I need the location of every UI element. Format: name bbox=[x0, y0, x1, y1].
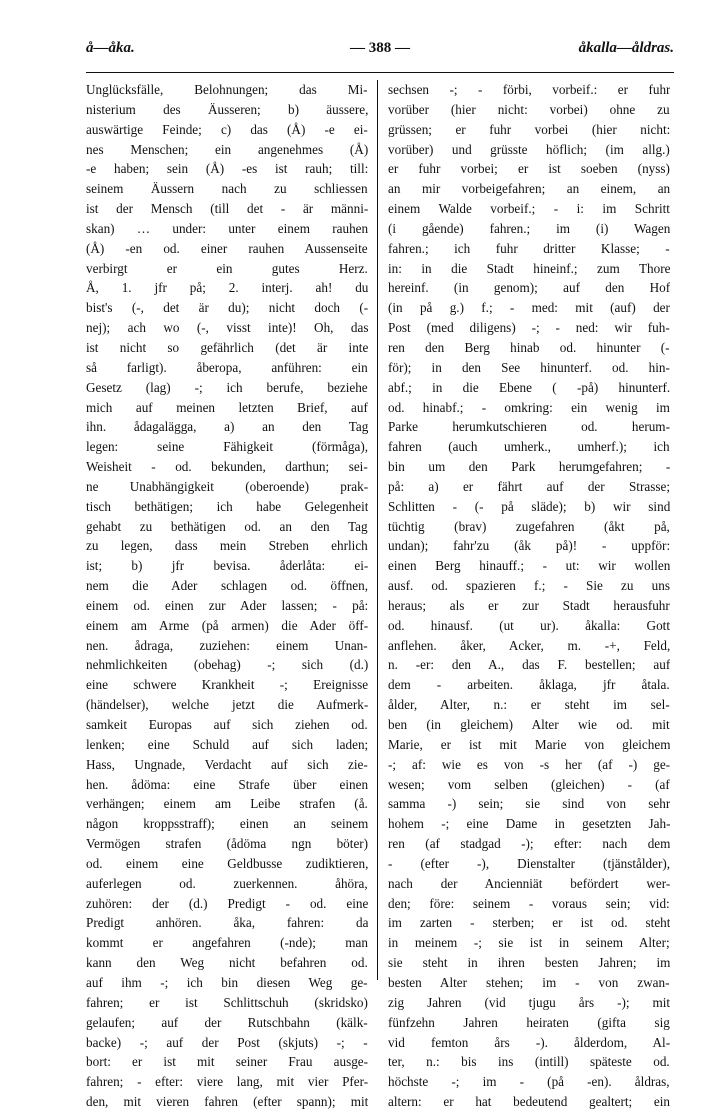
text-line: nes Menschen; ein angenehmes (Å) bbox=[86, 141, 368, 157]
text-line: sechsen -; - förbi, vorbeif.: er fuhr bbox=[388, 82, 670, 97]
text-line: tisch bethätigen; ich habe Gelegenheit bbox=[86, 498, 368, 514]
text-line: Post (med diligens) -; - ned: wir fuh- bbox=[388, 320, 670, 336]
text-line: Unglücksfälle, Belohnungen; das Mi- bbox=[86, 82, 368, 97]
text-line: seinem Äussern nach zu schliessen bbox=[86, 181, 368, 197]
text-line: samkeit Europas auf sich ziehen od. bbox=[86, 717, 368, 732]
text-line: fahren.; ich fuhr dritter Klasse; - bbox=[388, 240, 670, 256]
text-line: (in på g.) f.; - med: mit (auf) der bbox=[388, 300, 670, 316]
text-line: vorüber (hier nicht: vorbei) ohne zu bbox=[388, 101, 670, 117]
text-line: vorüber) und grüsste höflich; (im allg.) bbox=[388, 141, 670, 157]
header-right-guideword: åkalla—åldras. bbox=[578, 40, 674, 56]
text-line: Weisheit - od. bekunden, darthun; sei- bbox=[86, 459, 368, 475]
text-line: kann den Weg nicht befahren od. bbox=[86, 955, 368, 971]
text-line: zig Jahren (vid tjugu års -); mit bbox=[388, 994, 670, 1010]
text-line: lenken; eine Schuld auf sich laden; bbox=[86, 736, 368, 752]
text-line: -e haben; sein (Å) -es ist rauh; till: bbox=[86, 161, 368, 177]
text-line: altern: er hat bedeutend gealtert; ein bbox=[388, 1094, 670, 1110]
text-line: bort: er ist mit seiner Frau ausge- bbox=[86, 1054, 368, 1070]
text-line: besten Alter stehen; im - von zwan- bbox=[388, 974, 670, 990]
text-line: Parke herumkutschieren od. herum- bbox=[388, 419, 670, 435]
text-line: einem Walde vorbeif.; - i: im Schritt bbox=[388, 201, 670, 217]
text-line: an mir vorbeigefahren; an einem, an bbox=[388, 181, 670, 197]
text-line: (händelser), welche jetzt die Aufmerk- bbox=[86, 697, 368, 713]
text-line: im zarten - sterben; er ist od. steht bbox=[388, 915, 670, 931]
left-column bbox=[86, 80, 368, 1112]
text-line: den; före: seinem - voraus sein; vid: bbox=[388, 895, 670, 911]
column-divider bbox=[377, 80, 378, 980]
text-line: legen: seine Fähigkeit (förmåga), bbox=[86, 439, 368, 455]
text-line: Schlitten - (- på släde); b) wir sind bbox=[388, 498, 670, 514]
text-line: verbirgt er ein gutes Herz. bbox=[86, 260, 368, 276]
text-line: nisterium des Äusseren; b) äussere, bbox=[86, 101, 368, 117]
text-line: nen. ådraga, zuziehen: einem Unan- bbox=[86, 637, 368, 653]
text-line: hereinf. (in genom); auf den Hof bbox=[388, 280, 670, 296]
text-line: nehmlichkeiten (obehag) -; sich (d.) bbox=[86, 657, 368, 673]
text-line: anflehen. åker, Acker, m. -+, Feld, bbox=[388, 637, 670, 653]
text-line: wesen; vom selben (gleichen) - (af bbox=[388, 776, 670, 792]
text-line: skan) … under: unter einem rauhen bbox=[86, 220, 368, 236]
text-line: samma -) sein; sie sind von sehr bbox=[388, 796, 670, 812]
text-line: mich auf meinen letzten Brief, auf bbox=[86, 399, 368, 415]
text-line: od. hinabf.; - omkring: ein wenig im bbox=[388, 399, 670, 415]
right-column bbox=[388, 80, 670, 1112]
text-line: Hass, Ungnade, Verdacht auf sich zie- bbox=[86, 756, 368, 772]
text-line: n. -er: den A., das F. bestellen; auf bbox=[388, 657, 670, 673]
text-line: bist's (-, det är du); nicht doch (- bbox=[86, 300, 368, 316]
text-line: einem od. einen zur Ader lassen; - på: bbox=[86, 597, 368, 613]
text-line: bin um den Park herumgefahren; - bbox=[388, 459, 670, 475]
text-line: auferlegen od. zuerkennen. åhöra, bbox=[86, 875, 368, 891]
text-line: hen. ådöma: eine Strafe über einen bbox=[86, 776, 368, 792]
text-line: Predigt anhören. åka, fahren: da bbox=[86, 915, 368, 931]
text-line: fünfzehn Jahren heiraten (gifta sig bbox=[388, 1014, 670, 1030]
text-line: på: a) er fährt auf der Strasse; bbox=[388, 478, 670, 494]
text-line: verhängen; einem am Leibe strafen (å. bbox=[86, 796, 368, 812]
text-line: sie steht in ihren besten Jahren; im bbox=[388, 955, 670, 971]
text-line: någon kroppsstraff); einen an seinem bbox=[86, 816, 368, 832]
text-line: så farligt). åberopa, anführen: ein bbox=[86, 359, 368, 375]
text-line: nach der Ancienniät befördert wer- bbox=[388, 875, 670, 891]
text-line: ter, n.: bis ins (intill) späteste od. bbox=[388, 1054, 670, 1070]
text-line: fahren; er ist Schlittschuh (skridsko) bbox=[86, 994, 368, 1010]
text-line: auf ihm -; ich bin diesen Weg ge- bbox=[86, 974, 368, 990]
text-line: kommt er angefahren (-nde); man bbox=[86, 935, 368, 951]
text-line: Gesetz (lag) -; ich berufe, beziehe bbox=[86, 379, 368, 395]
text-line: ålder, Alter, n.: er steht im sel- bbox=[388, 697, 670, 713]
text-line: einen Berg hinauff.; - ut: wir wollen bbox=[388, 558, 670, 574]
text-line: od. hinausf. (ut ur). åkalla: Gott bbox=[388, 617, 670, 633]
text-line: ist der Mensch (till det - är männi- bbox=[86, 201, 368, 217]
text-line: ausf. od. spazieren f.; - Sie zu uns bbox=[388, 578, 670, 594]
text-line: (Å) -en od. einer rauhen Aussenseite bbox=[86, 240, 368, 256]
text-line: in: in die Stadt hineinf.; zum Thore bbox=[388, 260, 670, 276]
text-line: Vermögen strafen (ådöma ngn böter) bbox=[86, 836, 368, 852]
text-line: hohem -; eine Dame in gesetzten Jah- bbox=[388, 816, 670, 832]
text-line: abf.; in die Ebene ( -på) hinunterf. bbox=[388, 379, 670, 395]
text-line: ren (af stadgad -); efter: nach dem bbox=[388, 836, 670, 852]
text-line: undan); fahr'zu (åk på)! - uppför: bbox=[388, 538, 670, 554]
text-line: för); in den See hinunterf. od. hin- bbox=[388, 359, 670, 375]
text-line: ren den Berg hinab od. hinunter (- bbox=[388, 339, 670, 355]
text-line: ist; b) jfr bevisa. åderlåta: ei- bbox=[86, 558, 368, 574]
text-line: gelaufen; auf der Rutschbahn (kälk- bbox=[86, 1014, 368, 1030]
text-line: (i gående) fahren.; im (i) Wagen bbox=[388, 220, 670, 236]
text-line: einem am Arme (på armen) die Ader öff- bbox=[86, 617, 368, 633]
text-line: ist nicht so gefährlich (det är inte bbox=[86, 339, 368, 355]
text-line: grüssen; er fuhr vorbei (hier nicht: bbox=[388, 121, 670, 137]
text-line: backe) -; auf der Post (skjuts) -; - bbox=[86, 1034, 368, 1050]
text-line: heraus; als er zur Stadt herausfuhr bbox=[388, 597, 670, 613]
text-line: den, mit vieren fahren (efter spann); mit bbox=[86, 1094, 368, 1110]
text-line: zuhören: der (d.) Predigt - od. eine bbox=[86, 895, 368, 911]
text-line: nej); ach wo (-, visst inte)! Oh, das bbox=[86, 320, 368, 336]
text-line: zu legen, dass mein Streben ehrlich bbox=[86, 538, 368, 554]
text-line: fahren; - efter: viere lang, mit vier Pfer- bbox=[86, 1074, 368, 1090]
text-line: Å, 1. jfr på; 2. interj. ah! du bbox=[86, 280, 368, 296]
text-line: - (efter -), Dienstalter (tjänstålder), bbox=[388, 855, 670, 871]
text-line: er fuhr vorbei; er ist soeben (nyss) bbox=[388, 161, 670, 177]
text-line: dem - arbeiten. åklaga, jfr åtala. bbox=[388, 677, 670, 693]
text-line: vid femton års -). ålderdom, Al- bbox=[388, 1034, 670, 1050]
text-line: nem die Ader schlagen od. öffnen, bbox=[86, 578, 368, 594]
header-left-guideword: å—åka. bbox=[86, 40, 135, 56]
page-number: — 388 — bbox=[350, 40, 410, 56]
text-line: gehabt zu bethätigen od. an den Tag bbox=[86, 518, 368, 534]
text-line: eine schwere Krankheit -; Ereignisse bbox=[86, 677, 368, 693]
header-rule bbox=[86, 72, 674, 73]
text-line: in meinem -; sie ist in seinem Alter; bbox=[388, 935, 670, 951]
text-line: ne Unabhängigkeit (oberoende) prak- bbox=[86, 478, 368, 494]
text-line: ihn. ådagalägga, a) an den Tag bbox=[86, 419, 368, 435]
text-line: tüchtig (brav) zugefahren (åkt på, bbox=[388, 518, 670, 534]
text-line: auswärtige Feinde; c) das (Å) -e ei- bbox=[86, 121, 368, 137]
text-line: fahren (auch umherk., umherf.); ich bbox=[388, 439, 670, 455]
text-line: -; af: wie es von -s her (af -) ge- bbox=[388, 756, 670, 772]
text-line: od. einem eine Geldbusse zudiktieren, bbox=[86, 855, 368, 871]
text-line: höchste -; im - (på -en). åldras, bbox=[388, 1074, 670, 1090]
text-line: Marie, er ist mit Marie von gleichem bbox=[388, 736, 670, 752]
text-line: ben (in gleichem) Alter wie od. mit bbox=[388, 717, 670, 732]
page-header bbox=[86, 40, 674, 62]
